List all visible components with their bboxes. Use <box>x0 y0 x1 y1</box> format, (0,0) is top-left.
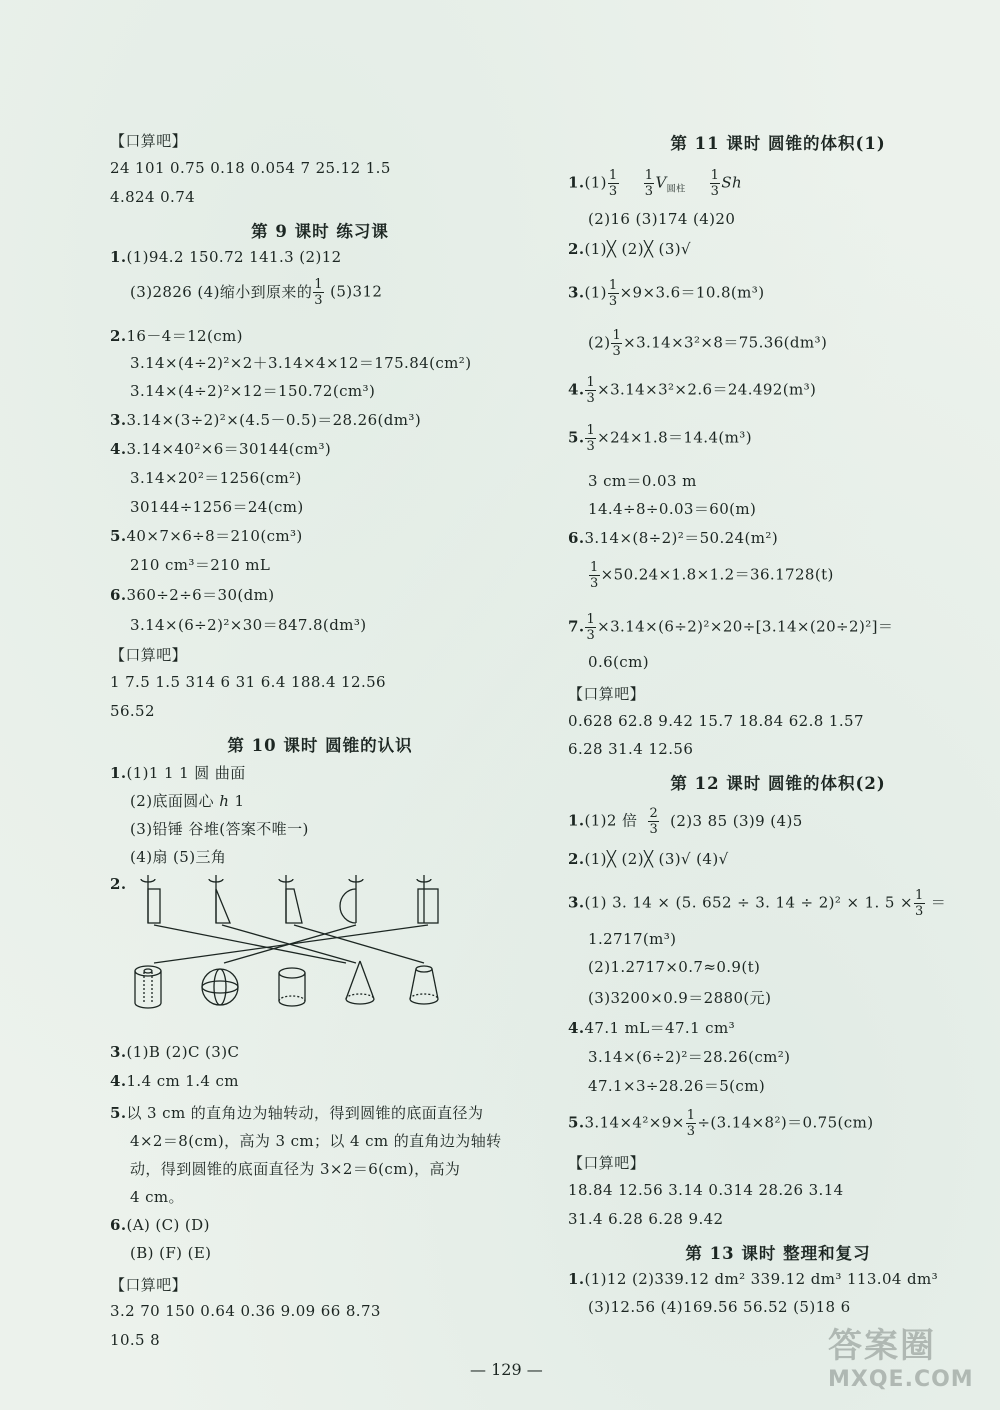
question-1-cont: (3)2826 (4)缩小到原来的 $\frac{1}{3}$ (5)312 <box>130 277 383 308</box>
question-1: 1.(1)1 1 1 圆 曲面 <box>110 764 246 782</box>
question-6-line: 3.14×(6÷2)²×30＝847.8(dm³) <box>130 616 367 634</box>
lesson-10-title: 第 10 课时 圆锥的认识 <box>227 736 413 755</box>
kousuan-row: 24 101 0.75 0.18 0.054 7 25.12 1.5 <box>110 159 391 177</box>
question-5: 5.40×7×6÷8＝210(cm³) <box>110 527 303 545</box>
question-4: 4.1.4 cm 1.4 cm <box>110 1072 239 1090</box>
question-2: 2.(1)╳ (2)╳ (3)√ (4)√ <box>568 850 729 868</box>
question-5-line: 14.4÷8÷0.03＝60(m) <box>588 500 757 518</box>
semicircle-rotation-figure <box>340 875 363 923</box>
kousuan-row: 4.824 0.74 <box>110 188 196 206</box>
fraction: $\frac{1}{3}$ <box>608 278 618 309</box>
question-1: 1.(1)2 倍 $\frac{2}{3}$ (2)3 85 (3)9 (4)5 <box>568 806 803 837</box>
question-5-line: 动，得到圆锥的底面直径为 3×2＝6(cm)，高为 <box>130 1160 461 1178</box>
question-6-line: (B) (F) (E) <box>130 1244 212 1262</box>
question-6: 6.360÷2÷6＝30(dm) <box>110 586 275 604</box>
fraction: $\frac{1}{3}$ <box>586 375 596 406</box>
kousuan-title: 【口算吧】 <box>568 685 646 703</box>
rectangle-rotation-figure <box>141 875 160 923</box>
kousuan-row: 31.4 6.28 6.28 9.42 <box>568 1210 724 1228</box>
question-6: 6.3.14×(8÷2)²＝50.24(m²) <box>568 529 779 547</box>
question-5: 5.以 3 cm 的直角边为轴转动，得到圆锥的底面直径为 <box>110 1104 484 1122</box>
question-3: 3.(1) 3. 14 × (5. 652 ÷ 3. 14 ÷ 2)² × 1. 5 × $\frac{1}{3}$ ＝ <box>568 888 947 919</box>
kousuan-row: 3.2 70 150 0.64 0.36 9.09 66 8.73 <box>110 1302 381 1320</box>
fraction: $\frac{1}{3}$ <box>586 423 596 454</box>
kousuan-row: 0.628 62.8 9.42 15.7 18.84 62.8 1.57 <box>568 712 864 730</box>
question-3-line: 1.2717(m³) <box>588 930 677 948</box>
question-1-line: (2)底面圆心 h 1 <box>130 792 245 810</box>
kousuan-row: 1 7.5 1.5 314 6 31 6.4 188.4 12.56 <box>110 673 386 691</box>
kousuan-row: 56.52 <box>110 702 155 720</box>
question-4-line: 47.1×3÷28.26＝5(cm) <box>588 1077 766 1095</box>
cone-solid <box>346 961 374 1004</box>
question-6-line: $\frac{1}{3}$ ×50.24×1.8×1.2＝36.1728(t) <box>590 560 834 591</box>
question-5: 5.3.14×4²×9× $\frac{1}{3}$ ÷(3.14×8²)＝0.75(cm) <box>568 1108 874 1139</box>
question-1: 1.(1)94.2 150.72 141.3 (2)12 <box>110 248 342 266</box>
question-1-line: (4)扇 (5)三角 <box>130 848 227 866</box>
fraction: $\frac{2}{3}$ <box>649 806 659 837</box>
question-4-line: 3.14×(6÷2)²＝28.26(cm²) <box>588 1048 791 1066</box>
kousuan-row: 10.5 8 <box>110 1331 161 1349</box>
question-1: 1.(1) $\frac{1}{3}$ $\frac{1}{3}$ $V_{圆柱}$ $\frac{1}{3}$ Sh <box>568 168 743 199</box>
question-2: 2.(1)╳ (2)╳ (3)√ <box>568 240 691 258</box>
kousuan-title: 【口算吧】 <box>110 646 188 664</box>
frustum-solid <box>410 966 438 1004</box>
lesson-12-title: 第 12 课时 圆锥的体积(2) <box>670 774 886 793</box>
lesson-9-title: 第 9 课时 练习课 <box>251 222 389 241</box>
question-1-line: (3)12.56 (4)169.56 56.52 (5)18 6 <box>588 1298 851 1316</box>
lesson-11-title: 第 11 课时 圆锥的体积(1) <box>670 134 886 153</box>
fraction: $\frac{1}{3}$ <box>710 168 720 199</box>
question-4: 4. $\frac{1}{3}$ ×3.14×3²×2.6＝24.492(m³) <box>568 375 817 406</box>
fraction: $\frac{1}{3}$ <box>644 168 654 199</box>
question-6: 6.(A) (C) (D) <box>110 1216 210 1234</box>
lesson-13-title: 第 13 课时 整理和复习 <box>685 1244 871 1263</box>
fraction: $\frac{1}{3}$ <box>914 888 924 919</box>
question-1: 1.(1)12 (2)339.12 dm² 339.12 dm³ 113.04 dm³ <box>568 1270 939 1288</box>
fraction: $\frac{1}{3}$ <box>590 560 599 591</box>
question-5-line: 4 cm。 <box>130 1188 184 1206</box>
cylinder-solid <box>279 968 305 1006</box>
watermark-logo: 答案圈 MXQE.COM <box>828 1326 974 1392</box>
kousuan-title: 【口算吧】 <box>568 1154 646 1172</box>
kousuan-row: 18.84 12.56 3.14 0.314 28.26 3.14 <box>568 1181 844 1199</box>
question-4-line: 3.14×20²＝1256(cm²) <box>130 469 302 487</box>
question-4-line: 30144÷1256＝24(cm) <box>130 498 304 516</box>
question-5-line: 210 cm³＝210 mL <box>130 556 271 574</box>
question-4: 4.3.14×40²×6＝30144(cm³) <box>110 440 332 458</box>
sphere-solid <box>202 969 238 1005</box>
question-7: 7. $\frac{1}{3}$ ×3.14×(6÷2)²×20÷[3.14×(20÷2)²]＝ <box>568 612 894 643</box>
fraction: $\frac{1}{3}$ <box>686 1108 696 1139</box>
question-5-line: 4×2＝8(cm)，高为 3 cm；以 4 cm 的直角边为轴转 <box>130 1132 502 1150</box>
fraction: $\frac{1}{3}$ <box>314 277 323 308</box>
question-3: 3.(1)B (2)C (3)C <box>110 1043 240 1061</box>
question-7-line: 0.6(cm) <box>588 653 649 671</box>
question-4: 4.47.1 mL＝47.1 cm³ <box>568 1019 736 1037</box>
hollow-cylinder-solid <box>135 966 161 1008</box>
kousuan-title: 【口算吧】 <box>110 132 188 150</box>
fraction: $\frac{1}{3}$ <box>612 328 622 359</box>
question-3-line: (2) $\frac{1}{3}$ ×3.14×3²×8＝75.36(dm³) <box>588 328 828 359</box>
question-3-line: (2)1.2717×0.7≈0.9(t) <box>588 958 761 976</box>
question-2: 2. <box>110 875 127 893</box>
page-number: — 129 — <box>470 1360 543 1379</box>
question-2: 2.16－4＝12(cm) <box>110 327 243 345</box>
question-1-line: (3)铅锤 谷堆(答案不唯一) <box>130 820 309 838</box>
kousuan-row: 6.28 31.4 12.56 <box>568 740 694 758</box>
question-3-line: (3)3200×0.9＝2880(元) <box>588 989 772 1007</box>
fraction: $\frac{1}{3}$ <box>586 612 596 643</box>
double-rectangle-rotation-figure <box>417 875 438 923</box>
question-2-line: 3.14×(4÷2)²×12＝150.72(cm³) <box>130 382 376 400</box>
question-3: 3.3.14×(3÷2)²×(4.5－0.5)＝28.26(dm³) <box>110 411 422 429</box>
matching-diagram <box>124 875 454 1025</box>
trapezoid-rotation-figure <box>279 875 302 923</box>
question-1-line: (2)16 (3)174 (4)20 <box>588 210 736 228</box>
question-3: 3.(1) $\frac{1}{3}$ ×9×3.6＝10.8(m³) <box>568 278 765 309</box>
question-5-line: 3 cm＝0.03 m <box>588 472 697 490</box>
kousuan-title: 【口算吧】 <box>110 1276 188 1294</box>
question-2-line: 3.14×(4÷2)²×2＋3.14×4×12＝175.84(cm²) <box>130 354 472 372</box>
triangle-rotation-figure <box>209 875 230 923</box>
question-5: 5. $\frac{1}{3}$ ×24×1.8＝14.4(m³) <box>568 423 752 454</box>
fraction: $\frac{1}{3}$ <box>608 168 618 199</box>
